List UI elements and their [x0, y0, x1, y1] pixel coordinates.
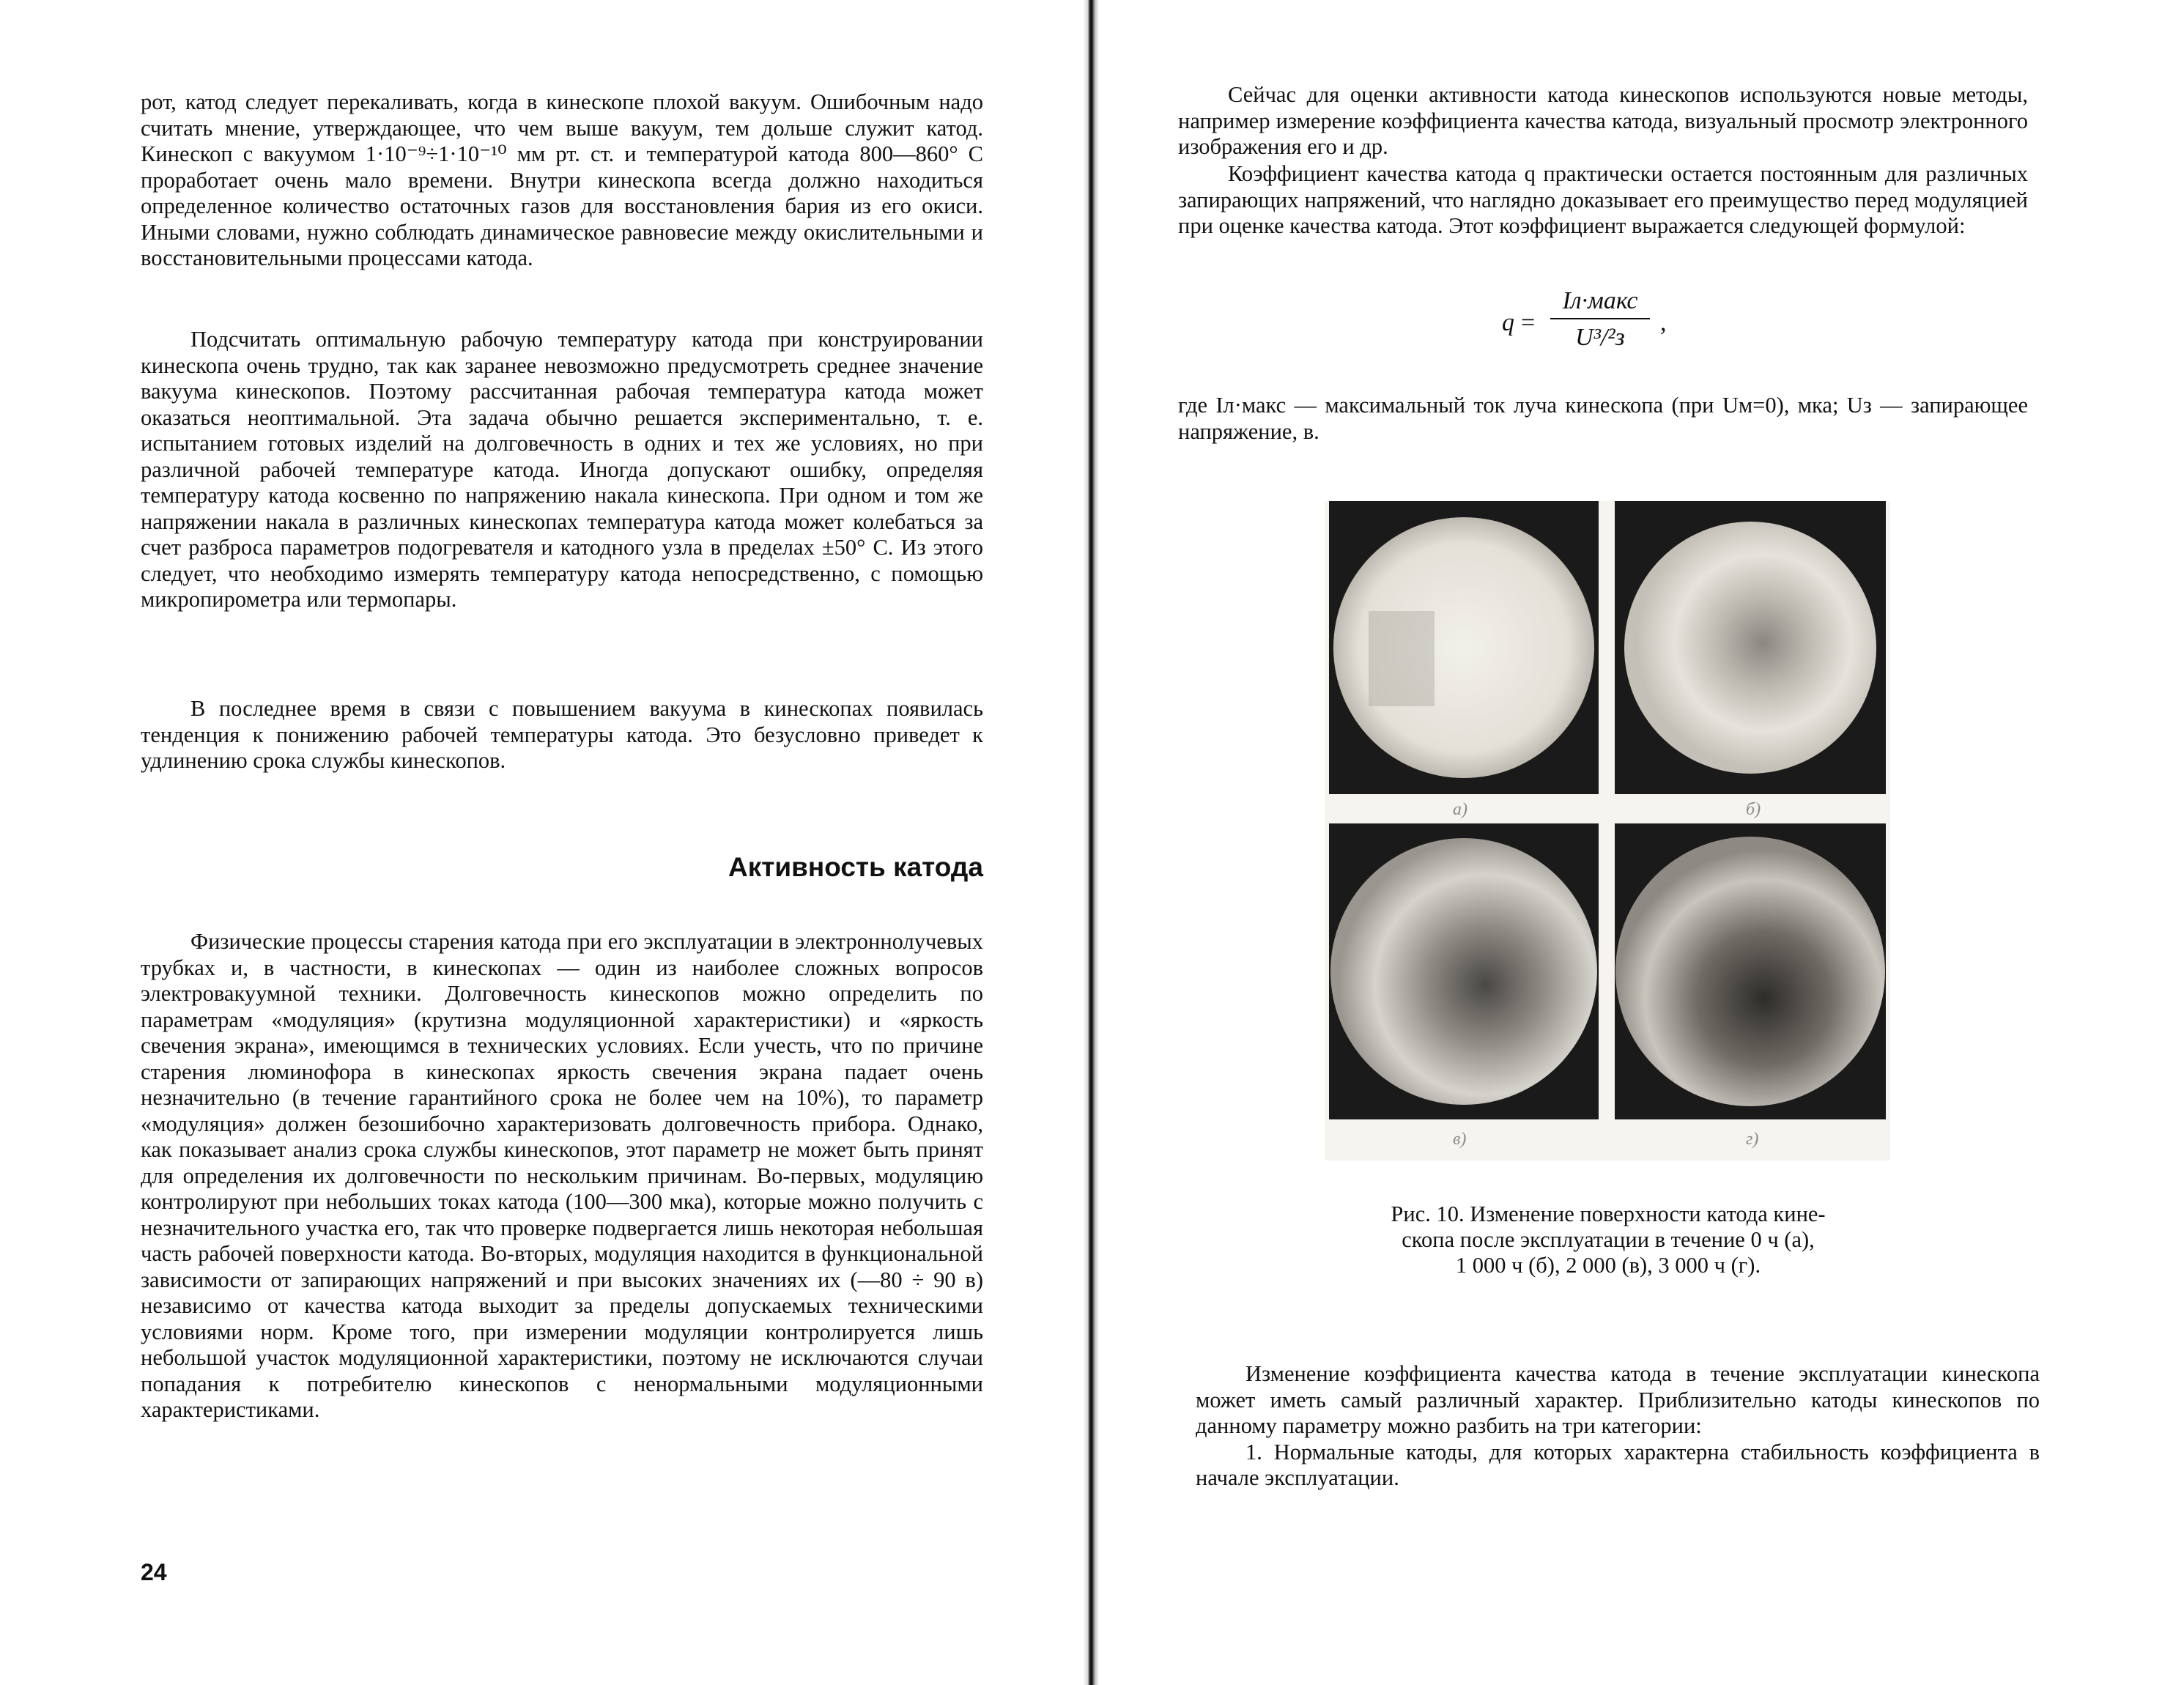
formula-denominator: U³/²з — [1575, 324, 1625, 351]
caption-line: 1 000 ч (б), 2 000 (в), 3 000 ч (г). — [1455, 1253, 1761, 1278]
paragraph-text: Физические процессы старения катода при его эксплуатации в электроннолучевых трубках и, в частности, в кинескопах — один из наиболее сложных вопросов электровакуумной техники. Долговечность кинескопов можно определить по параметрам «модуляция» (крутизна модуляционной характеристики) и «яркость свечения экрана», имеющимся в технических условиях. Если учесть, что по причине старения люминофора в кинескопах яркость свечения экрана падает очень незначительно (в течение гарантийного срока не более чем на 10%), то параметр «модуляция» должен безошибочно характеризовать долговечность прибора. Однако, как показывает анализ срока службы кинескопов, этот параметр не может быть принят для определения их долговечности по нескольким причинам. Во-первых, модуляцию контролируют при небольших токах катода (100—300 мка), которые можно получить с незначительного участка его, так что проверке подвергается лишь некоторая небольшая часть рабочей поверхности катода. Во-вторых, модуляция находится в функциональной зависимости от запирающих напряжений и при высоких значениях их (—80 ÷ 90 в) независимо от качества катода выходит за пределы допускаемых техническими условиями норм. Кроме того, при измерении модуляции контролируется лишь небольшой участок модуляционной характеристики, поэтому не исключаются случаи попадания к потребителю кинескопов с ненормальными модуляционными характеристиками. — [141, 929, 983, 1422]
paragraph — [1178, 161, 2028, 240]
paragraph — [141, 929, 983, 1423]
formula-equals: = — [1521, 309, 1536, 336]
caption-line: скопа после эксплуатации в течение 0 ч (а), — [1402, 1227, 1815, 1252]
panel-label-b: б) — [1746, 800, 1761, 819]
cathode-photo-grid — [1325, 501, 1890, 1160]
paragraph-text: рот, катод следует перекаливать, когда в кинескопе плохой вакуум. Ошибочным надо считать мнение, утверждающее, что чем выше вакуум, тем дольше служит катод. Кинескоп с вакуумом 1·10⁻⁹÷1·10⁻¹⁰ мм рт. ст. и температурой катода 800—860° С проработает очень мало времени. Внутри кинескопа всегда должно находиться определенное количество остаточных газов для восстановления бария из его окиси. Иными словами, нужно соблюдать динамическое равновесие между окислительными и восстановительными процессами катода. — [141, 89, 983, 270]
formula-lhs: q — [1502, 309, 1514, 336]
paragraph-text: 1. Нормальные катоды, для которых характерна стабильность коэффициента в начале эксплуатации. — [1196, 1439, 2040, 1490]
formula-numerator: Iл·макс — [1562, 287, 1638, 314]
book-gutter — [1083, 0, 1099, 1685]
cathode-photo-figure — [1325, 501, 1890, 1160]
cathode-disc-b — [1624, 522, 1876, 774]
formula-fraction — [1550, 287, 1650, 352]
formula — [1502, 287, 1722, 360]
section-heading: Активность катода — [728, 852, 983, 882]
formula-comma: , — [1660, 309, 1667, 336]
cathode-shade-a — [1369, 611, 1435, 706]
panel-label-a: а) — [1453, 800, 1467, 819]
figure-caption — [1319, 1201, 1898, 1278]
caption-line: Рис. 10. Изменение поверхности катода кине- — [1391, 1201, 1826, 1226]
paragraph — [1178, 82, 2028, 160]
cathode-disc-c — [1330, 838, 1597, 1105]
paragraph-text: В последнее время в связи с повышением вакуума в кинескопах появилась тенденция к понижению рабочей температуры катода. Это безусловно приведет к удлинению срока службы кинескопов. — [141, 696, 983, 773]
paragraph — [141, 89, 983, 272]
paragraph-text: Коэффициент качества катода q практически остается постоянным для различных запирающих напряжений, что наглядно доказывает его преимущество перед модуляцией при оценке качества катода. Этот коэффициент выражается следующей формулой: — [1178, 161, 2028, 238]
paragraph-text: Подсчитать оптимальную рабочую температуру катода при конструировании кинескопа очень трудно, так как заранее невозможно предусмотреть среднее значение вакуума кинескопов. Поэтому рассчитанная рабочая температура катода может оказаться неоптимальной. Эта задача обычно решается экспериментально, т. е. испытанием готовых изделий на долговечность в одних и тех же условиях, но при различной рабочей температуре катода. Иногда допускают ошибку, определяя температуру катода косвенно по напряжению накала кинескопа. При одном и том же напряжении накала в различных кинескопах температура катода может колебаться за счет разброса параметров подогревателя и катодного узла в пределах ±50° С. Из этого следует, что необходимо измерять температуру катода непосредственно, с помощью микропирометра или термопары. — [141, 327, 983, 612]
paragraph — [1178, 393, 2028, 445]
panel-label-c: в) — [1453, 1130, 1467, 1149]
paragraph-text: Изменение коэффициента качества катода в течение эксплуатации кинескопа может иметь самый различный характер. Приблизительно катоды кинескопов по данному параметру можно разбить на три категории: — [1196, 1361, 2040, 1438]
page-number: 24 — [141, 1559, 167, 1585]
paragraph — [141, 327, 983, 613]
paragraph-text: Сейчас для оценки активности катода кинескопов используются новые методы, например измерение коэффициента качества катода, визуальный просмотр электронного изображения его и др. — [1178, 82, 2028, 159]
panel-label-d: г) — [1746, 1130, 1759, 1149]
cathode-disc-d — [1615, 837, 1885, 1106]
paragraph — [141, 696, 983, 774]
left-page — [0, 0, 1084, 1685]
paragraph — [1196, 1361, 2040, 1492]
fraction-bar — [1550, 318, 1650, 319]
paragraph-text: где Iл·макс — максимальный ток луча кинескопа (при Uм=0), мка; Uз — запирающее напряжение, в. — [1178, 393, 2028, 444]
